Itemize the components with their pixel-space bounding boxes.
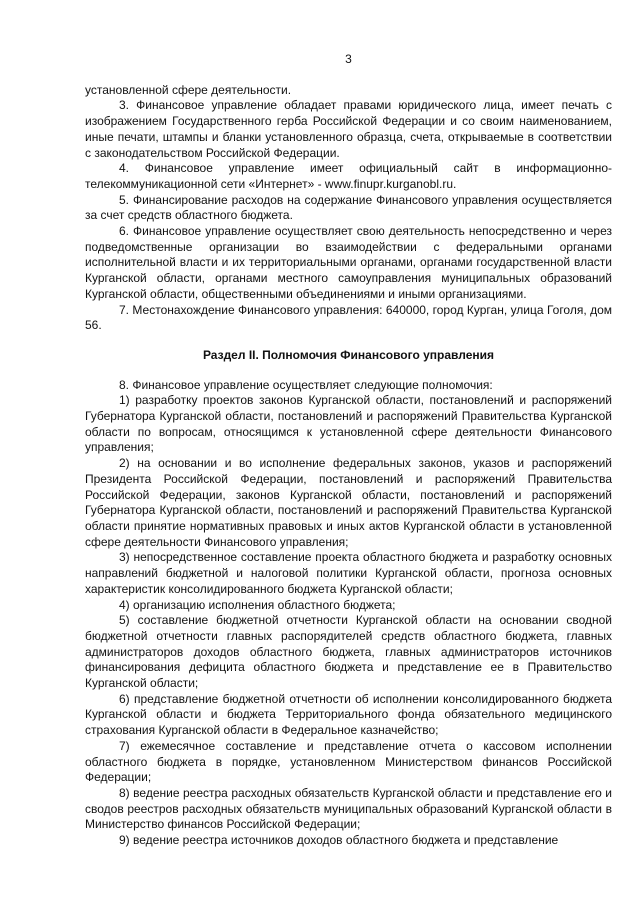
list-item: 9) ведение реестра источников доходов областного бюджета и представление: [119, 833, 559, 848]
paragraph: 7. Местонахождение Финансового управления: 640000, город Курган, улица Гоголя, дом 56.: [85, 302, 612, 333]
paragraph: 6. Финансовое управление осуществляет свою деятельность непосредственно и через подведомственные организации во взаимодействии с федеральными органами исполнительной власти и их территориальными органами, органами государственной власти Курганской области, органами местного самоуправления муниципальных образований Курганской области, общественными объединениями и иными организациями.: [85, 224, 612, 301]
list-item: 6) представление бюджетной отчетности об исполнении консолидированного бюджета Курганской области и бюджета Территориального фонда обязательного медицинского страхования Курганской области в Федеральное казначейство;: [85, 691, 612, 738]
paragraphs-top: [85, 83, 612, 334]
section-heading: Раздел II. Полномочия Финансового управления: [202, 347, 495, 362]
paragraph: 4. Финансовое управление имеет официальный сайт в информационно-телекоммуникационной сети «Интернет» - www.finupr.kurganobl.ru.: [85, 161, 612, 191]
paragraph: установленной сфере деятельности.: [85, 82, 292, 97]
list-item: 2) на основании и во исполнение федеральных законов, указов и распоряжений Президента Российской Федерации, постановлений и распоряжений Правительства Российской Федерации, законов Курганской области, постановлений и распоряжений Губернатора Курганской области, постановлений и распоряжений Правительства Курганской области принятие нормативных правовых и иных актов Курганской области в установленной сфере деятельности Финансового управления;: [85, 456, 612, 549]
paragraph: 5. Финансирование расходов на содержание Финансового управления осуществляется за счет средств областного бюджета.: [85, 192, 612, 223]
list-item: 8) ведение реестра расходных обязательств Курганской области и представление его и сводов реестров расходных обязательств муниципальных образований Курганской области в Министерство финансов Российской Федерации;: [85, 785, 612, 832]
list-item: 5) составление бюджетной отчетности Курганской области на основании сводной бюджетной отчетности главных распорядителей средств областного бюджета, главных администраторов доходов областного бюджета, главных администраторов источников финансирования дефицита областного бюджета и представление ее в Правительство Курганской области;: [85, 613, 612, 691]
paragraph: 3. Финансовое управление обладает правами юридического лица, имеет печать с изображением Государственного герба Российской Федерации и со своим наименованием, иные печати, штампы и бланки установленного образца, счета, открываемые в соответствии с законодательством Российской Федерации.: [85, 98, 612, 160]
list-item: 3) непосредственное составление проекта областного бюджета и разработку основных направлений бюджетной и налоговой политики Курганской области, прогноза основных характеристик консолидированного бюджета Курганской области;: [85, 550, 612, 596]
list-item: 1) разработку проектов законов Курганской области, постановлений и распоряжений Губернатора Курганской области, постановлений и распоряжений Правительства Курганской области по вопросам, относящимся к установленной сфере деятельности Финансового управления;: [85, 393, 612, 455]
paragraph: 8. Финансовое управление осуществляет следующие полномочия:: [119, 377, 493, 392]
list-item: 7) ежемесячное составление и представление отчета о кассовом исполнении областного бюджета в порядке, установленном Министерством финансов Российской Федерации;: [85, 738, 612, 785]
paragraphs-bottom: [85, 378, 612, 849]
page-number: 3: [345, 52, 352, 66]
list-item: 4) организацию исполнения областного бюджета;: [119, 597, 396, 612]
